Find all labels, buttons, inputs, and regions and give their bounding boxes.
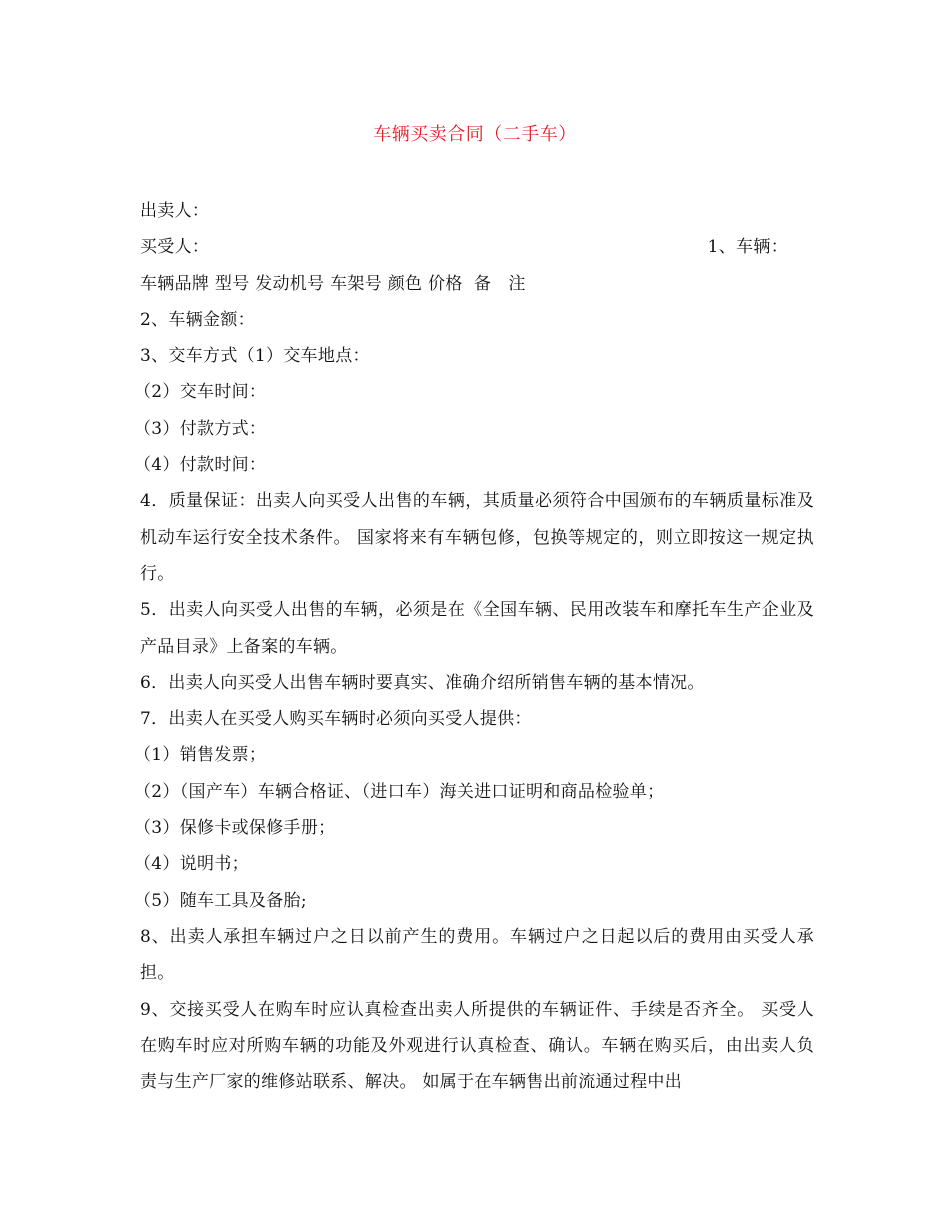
buyer-label: 买受人：: [140, 237, 210, 258]
clause-6: 6．出卖人向买受人出售车辆时要真实、准确介绍所销售车辆的基本情况。: [140, 672, 705, 693]
delivery-time-line: （2）交车时间：: [134, 382, 267, 403]
list-item-4: （4）说明书；: [134, 854, 249, 875]
delivery-line: 3、交车方式（1）交车地点：: [140, 346, 370, 367]
list-item-2: （2）（国产车）车辆合格证、（进口车）海关进口证明和商品检验单；: [134, 781, 665, 802]
buyer-line: [140, 229, 814, 265]
vehicle-heading: 1、车辆：: [707, 237, 788, 258]
clause-7: 7．出卖人在买受人购买车辆时必须向买受人提供：: [140, 709, 532, 730]
document-body: [134, 193, 814, 1100]
list-item-5: （5）随车工具及备胎;: [134, 890, 307, 911]
document-title: 车辆买卖合同（二手车）: [373, 124, 577, 145]
seller-line: 出卖人：: [140, 201, 210, 221]
payment-time-line: （4）付款时间：: [134, 455, 267, 476]
clause-9: 9、交接买受人在购车时应认真检查出卖人所提供的车辆证件、手续是否齐全。 买受人在购车时应对所购车辆的功能及外观进行认真检查、确认。车辆在购买后，由出卖人负责与生产厂家的维修站联系、解决。 如属于在车辆售出前流通过程中出: [140, 999, 814, 1093]
clause-8: 8、出卖人承担车辆过户之日以前产生的费用。车辆过户之日起以后的费用由买受人承担。: [140, 926, 814, 984]
list-item-3: （3）保修卡或保修手册；: [134, 818, 336, 839]
vehicle-fields: 车辆品牌 型号 发动机号 车架号 颜色 价格 备 注: [140, 273, 526, 294]
clause-5: 5．出卖人向买受人出售的车辆，必须是在《全国车辆、民用改装车和摩托车生产企业及产品目录》上备案的车辆。: [140, 600, 814, 657]
clause-4: 4．质量保证：出卖人向买受人出售的车辆，其质量必须符合中国颁布的车辆质量标准及机动车运行安全技术条件。 国家将来有车辆包修，包换等规定的，则立即按这一规定执行。: [140, 491, 814, 584]
amount-line: 2、车辆金额：: [140, 309, 255, 330]
list-item-1: （1）销售发票；: [134, 745, 267, 766]
payment-method-line: （3）付款方式：: [134, 418, 267, 439]
